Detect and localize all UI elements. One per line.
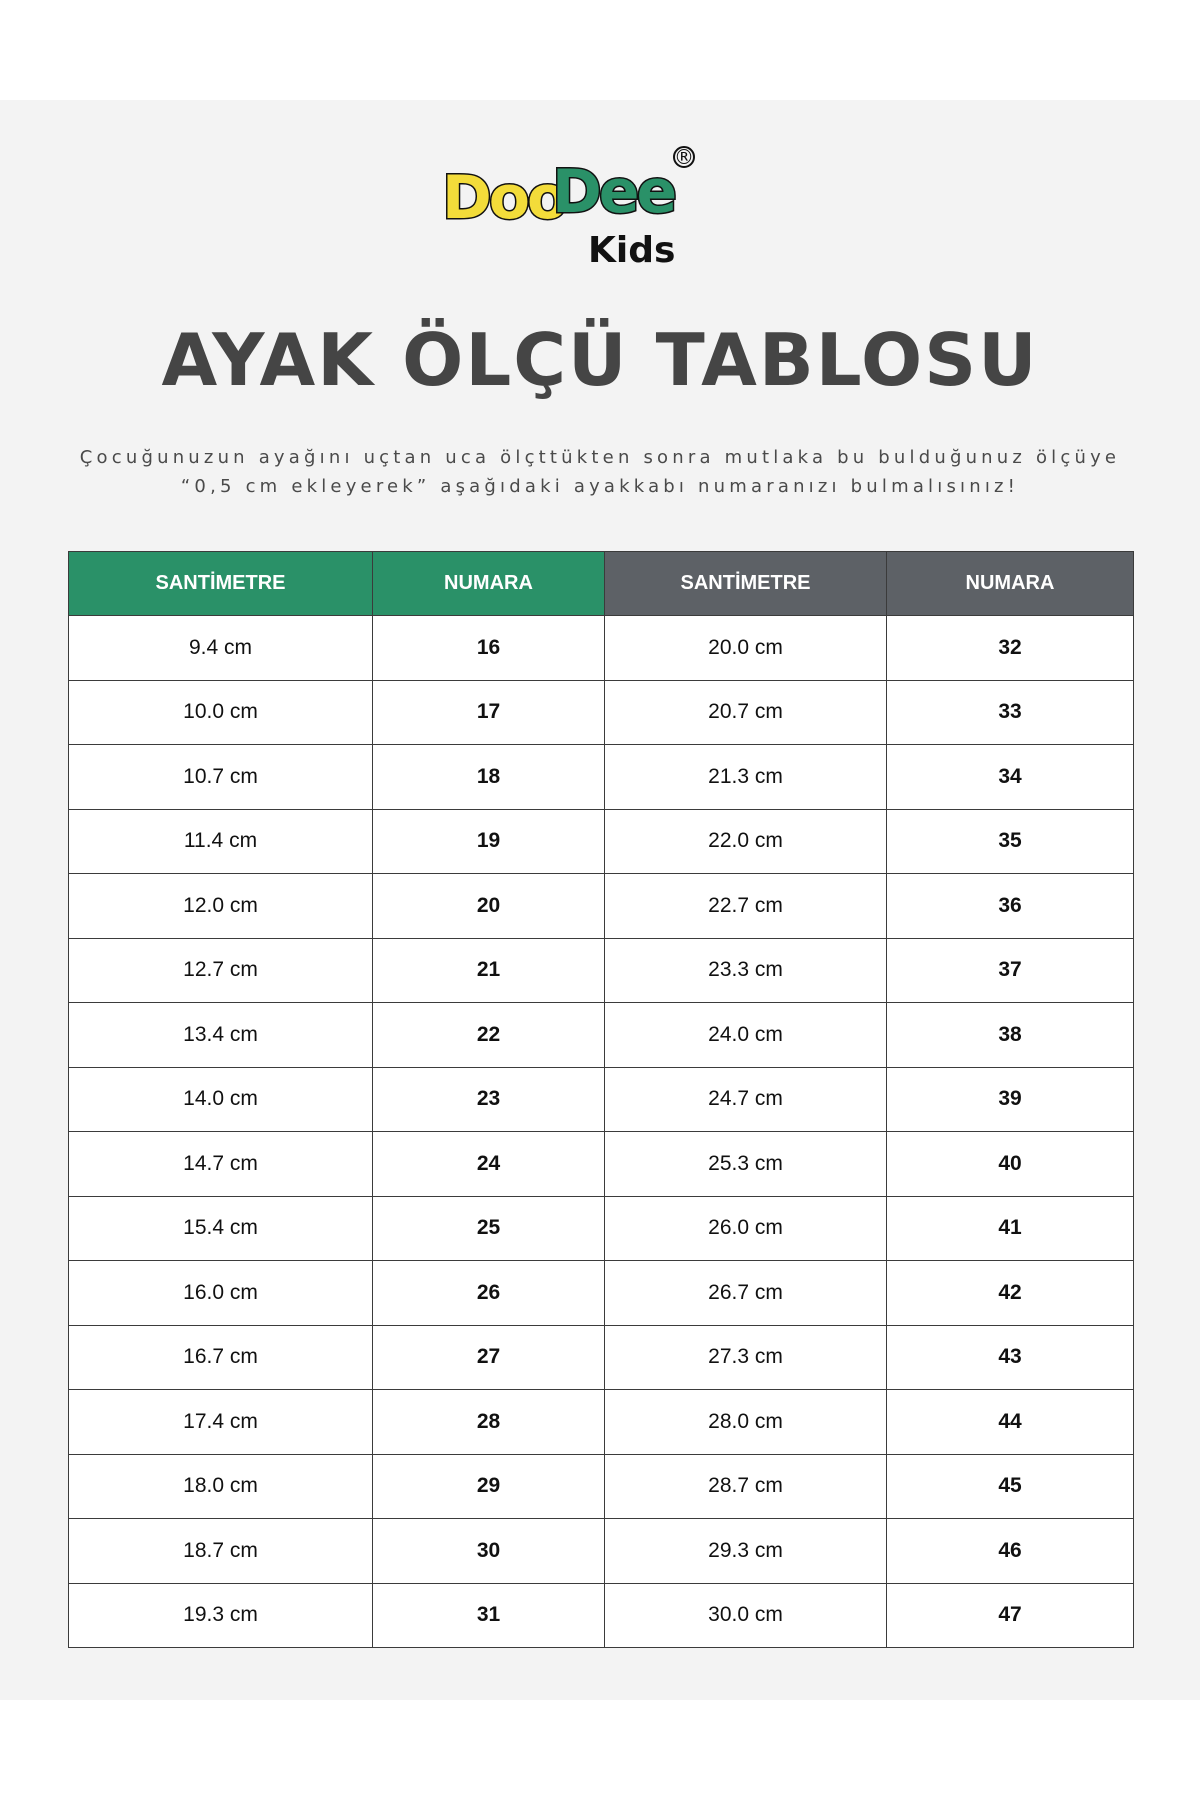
table-row — [69, 1583, 1134, 1648]
cell-santimetre: 22.0 cm — [605, 809, 887, 874]
cell-numara: 27 — [373, 1325, 605, 1390]
cell-santimetre: 10.0 cm — [69, 680, 373, 745]
cell-santimetre: 14.7 cm — [69, 1132, 373, 1197]
cell-santimetre: 18.7 cm — [69, 1519, 373, 1584]
brand-logo — [440, 140, 710, 270]
logo-text-dee: Dee — [552, 157, 675, 227]
cell-numara: 45 — [887, 1454, 1134, 1519]
cell-santimetre: 14.0 cm — [69, 1067, 373, 1132]
size-table — [68, 551, 1134, 1648]
cell-santimetre: 23.3 cm — [605, 938, 887, 1003]
column-header-santimetre: SANTİMETRE — [605, 552, 887, 616]
table-row — [69, 1261, 1134, 1326]
cell-santimetre: 13.4 cm — [69, 1003, 373, 1068]
cell-santimetre: 9.4 cm — [69, 616, 373, 681]
cell-santimetre: 11.4 cm — [69, 809, 373, 874]
instruction-line: “0,5 cm ekleyerek” aşağıdaki ayakkabı numaranızı bulmalısınız! — [180, 476, 1020, 497]
cell-numara: 43 — [887, 1325, 1134, 1390]
cell-numara: 34 — [887, 745, 1134, 810]
cell-numara: 28 — [373, 1390, 605, 1455]
table-row — [69, 938, 1134, 1003]
cell-numara: 33 — [887, 680, 1134, 745]
instructions — [40, 443, 1160, 501]
cell-numara: 16 — [373, 616, 605, 681]
cell-numara: 22 — [373, 1003, 605, 1068]
cell-numara: 47 — [887, 1583, 1134, 1648]
cell-numara: 35 — [887, 809, 1134, 874]
column-header-santimetre: SANTİMETRE — [69, 552, 373, 616]
cell-santimetre: 16.0 cm — [69, 1261, 373, 1326]
cell-numara: 24 — [373, 1132, 605, 1197]
table-row — [69, 616, 1134, 681]
column-header-numara: NUMARA — [373, 552, 605, 616]
instruction-line: Çocuğunuzun ayağını uçtan uca ölçttükten sonra mutlaka bu bulduğunuz ölçüye — [79, 447, 1121, 468]
cell-numara: 18 — [373, 745, 605, 810]
cell-numara: 42 — [887, 1261, 1134, 1326]
cell-santimetre: 21.3 cm — [605, 745, 887, 810]
table-row — [69, 680, 1134, 745]
cell-santimetre: 15.4 cm — [69, 1196, 373, 1261]
column-header-numara: NUMARA — [887, 552, 1134, 616]
table-row — [69, 1454, 1134, 1519]
cell-numara: 32 — [887, 616, 1134, 681]
table-row — [69, 1003, 1134, 1068]
logo-text-doo: Doo — [442, 163, 566, 233]
cell-numara: 46 — [887, 1519, 1134, 1584]
cell-santimetre: 17.4 cm — [69, 1390, 373, 1455]
cell-santimetre: 20.0 cm — [605, 616, 887, 681]
cell-numara: 41 — [887, 1196, 1134, 1261]
cell-numara: 25 — [373, 1196, 605, 1261]
cell-numara: 40 — [887, 1132, 1134, 1197]
cell-santimetre: 19.3 cm — [69, 1583, 373, 1648]
cell-santimetre: 26.0 cm — [605, 1196, 887, 1261]
table-row — [69, 745, 1134, 810]
page-title: AYAK ÖLÇÜ TABLOSU — [161, 318, 1039, 402]
cell-santimetre: 28.0 cm — [605, 1390, 887, 1455]
cell-santimetre: 24.0 cm — [605, 1003, 887, 1068]
cell-santimetre: 28.7 cm — [605, 1454, 887, 1519]
cell-santimetre: 12.0 cm — [69, 874, 373, 939]
cell-numara: 37 — [887, 938, 1134, 1003]
table-row — [69, 809, 1134, 874]
cell-numara: 17 — [373, 680, 605, 745]
cell-santimetre: 22.7 cm — [605, 874, 887, 939]
cell-numara: 36 — [887, 874, 1134, 939]
table-row — [69, 1196, 1134, 1261]
cell-numara: 30 — [373, 1519, 605, 1584]
cell-santimetre: 12.7 cm — [69, 938, 373, 1003]
table-row — [69, 1132, 1134, 1197]
cell-numara: 26 — [373, 1261, 605, 1326]
registered-mark: ® — [674, 145, 694, 169]
cell-numara: 19 — [373, 809, 605, 874]
cell-numara: 21 — [373, 938, 605, 1003]
logo-text-kids: Kids — [588, 230, 676, 270]
cell-santimetre: 25.3 cm — [605, 1132, 887, 1197]
cell-numara: 38 — [887, 1003, 1134, 1068]
table-row — [69, 1390, 1134, 1455]
cell-santimetre: 29.3 cm — [605, 1519, 887, 1584]
cell-santimetre: 26.7 cm — [605, 1261, 887, 1326]
cell-santimetre: 16.7 cm — [69, 1325, 373, 1390]
table-row — [69, 874, 1134, 939]
table-row — [69, 1325, 1134, 1390]
cell-santimetre: 27.3 cm — [605, 1325, 887, 1390]
table-row — [69, 1067, 1134, 1132]
cell-numara: 23 — [373, 1067, 605, 1132]
cell-santimetre: 18.0 cm — [69, 1454, 373, 1519]
table-row — [69, 1519, 1134, 1584]
cell-santimetre: 24.7 cm — [605, 1067, 887, 1132]
cell-numara: 44 — [887, 1390, 1134, 1455]
cell-numara: 31 — [373, 1583, 605, 1648]
cell-santimetre: 10.7 cm — [69, 745, 373, 810]
table-header-row — [69, 552, 1134, 616]
cell-numara: 29 — [373, 1454, 605, 1519]
table-body — [69, 616, 1134, 1648]
cell-santimetre: 20.7 cm — [605, 680, 887, 745]
cell-santimetre: 30.0 cm — [605, 1583, 887, 1648]
cell-numara: 20 — [373, 874, 605, 939]
cell-numara: 39 — [887, 1067, 1134, 1132]
